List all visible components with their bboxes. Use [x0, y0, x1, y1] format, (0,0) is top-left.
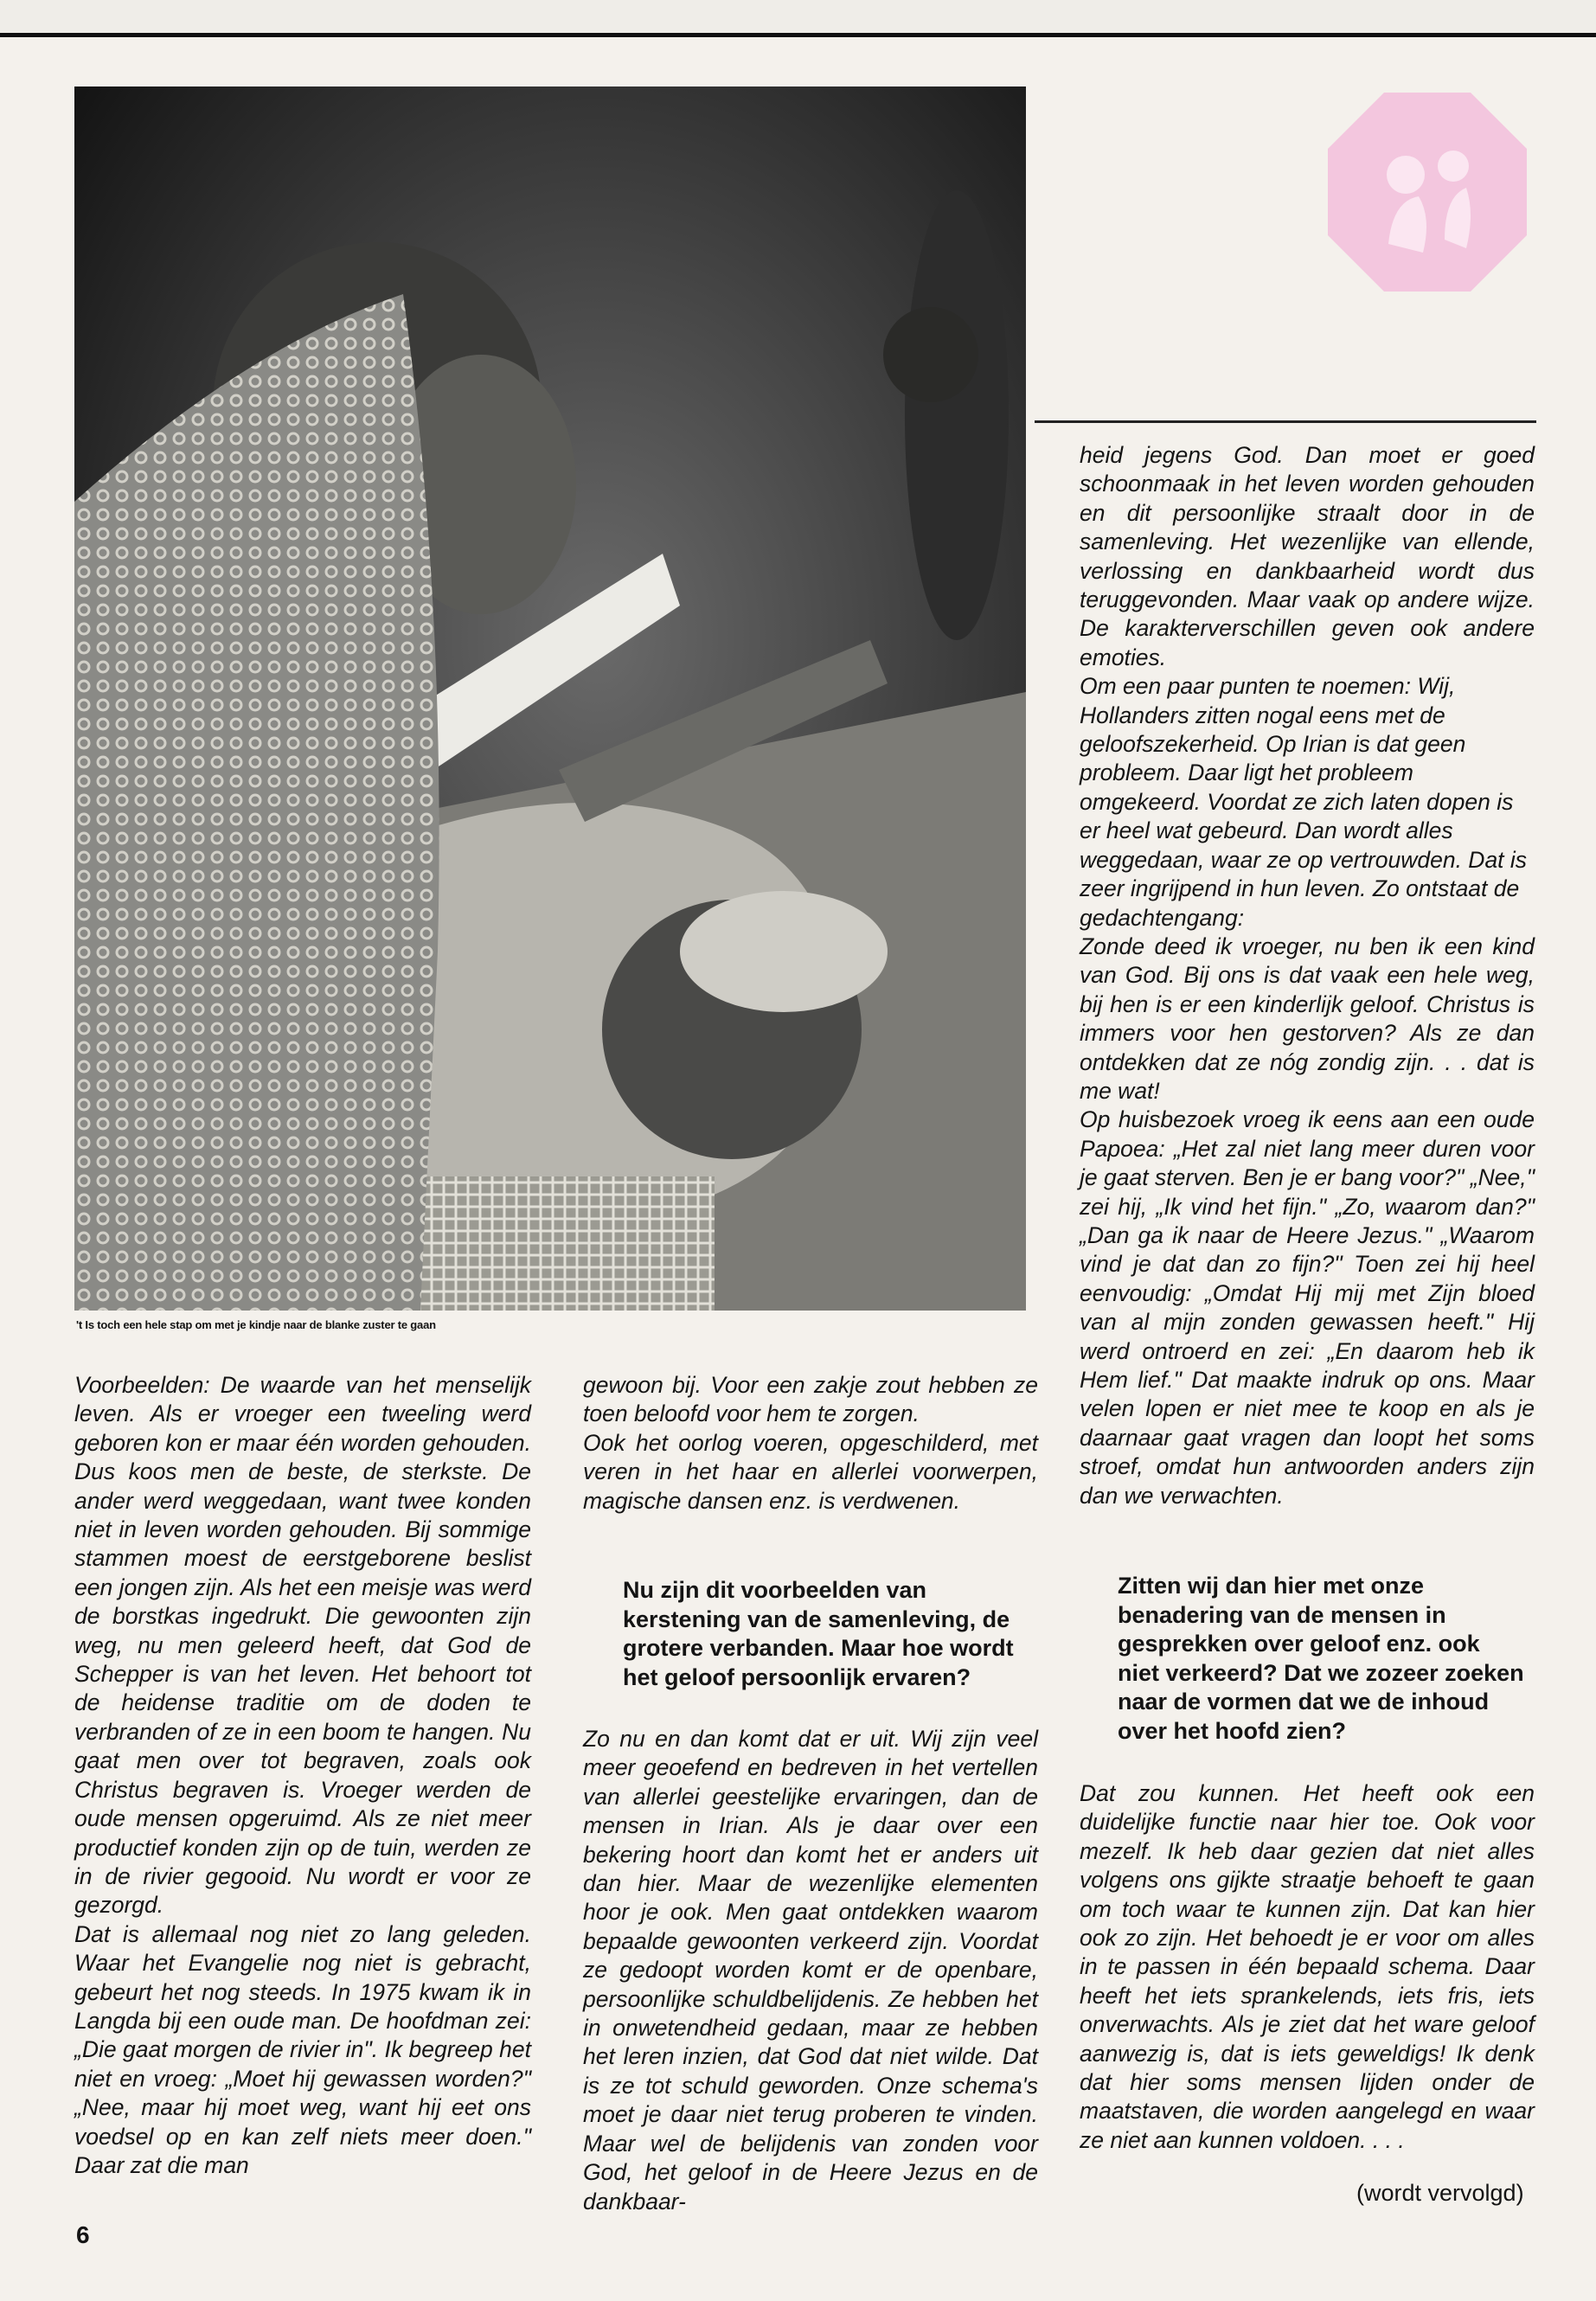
article-column-3-bottom	[1080, 1779, 1535, 2155]
photo-caption: 't Is toch een hele stap om met je kindje naar de blanke zuster te gaan	[76, 1318, 436, 1331]
paragraph: Op huisbezoek vroeg ik eens aan een oude Papoea: „Het zal niet lang meer duren voor je gaat sterven. Ben je er bang voor?" „Nee," zei hij, „Ik vind het fijn." „Zo, waarom dan?" „Dan ga ik naar de Heere Jezus." „Waarom vind je dat dan zo fijn?" Toen zei hij heel eenvoudig: „Omdat Hij mij met Zijn bloed van al mijn zonden gewassen heeft." Hij werd ontroerd en zei: „En daarom heb ik Hem lief." Dat maakte indruk op ons. Maar velen lopen er niet mee te koop en als je daarnaar gaat vragen dan loopt het soms stroef, omdat hun antwoorden anders zijn dan we verwachten.	[1080, 1106, 1535, 1509]
paragraph: Zo nu en dan komt dat er uit. Wij zijn veel meer geoefend en bedreven in het vertellen van allerlei geestelijke ervaringen, dan de mensen in Irian. Als je daar over een bekering hoort dan komt het er anders uit dan hier. Maar de wezenlijke elementen hoor je ook. Men gaat ontdekken waarom bepaalde gewoonten verkeerd zijn. Voordat ze gedoopt worden komt er de openbare, persoonlijke schuldbelijdenis. Ze hebben het in onwetendheid gedaan, maar ze hebben het leren inzien, dat God dat niet wilde. Dat is ze tot schuld geworden. Onze schema's moet je daar niet terug proberen te vinden. Maar wel de belijdenis van zonden voor God, het geloof in de Heere Jezus en de dankbaar-	[583, 1726, 1038, 2214]
photograph	[74, 87, 1026, 1311]
article-column-1	[74, 1371, 531, 2180]
page-number: 6	[76, 2221, 90, 2248]
paragraph: gewoon bij. Voor een zakje zout hebben ze toen beloofd voor hem te zorgen.	[583, 1372, 1038, 1427]
article-column-2-bottom	[583, 1725, 1038, 2216]
interview-question-2: Zitten wij dan hier met onze benadering van de mensen in gesprekken over geloof enz. ook niet verkeerd? Dat we zozeer zoeken naar de vormen dat we de inhoud over het hoofd zien?	[1118, 1573, 1524, 1744]
article-column-2	[583, 1371, 1038, 1516]
paragraph: Om een paar punten te noemen: Wij, Hollanders zitten nogal eens met de geloofszekerheid. Op Irian is dat geen probleem. Daar ligt het probleem omgekeerd. Voordat ze zich laten dopen is er heel wat gebeurd. Dan wordt alles weggedaan, waar ze op vertrouwden. Dat is zeer ingrijpend in hun leven. Zo ontstaat de gedachtengang:	[1080, 673, 1528, 931]
article-column-3-top	[1080, 441, 1535, 1510]
paragraph: Ook het oorlog voeren, opgeschilderd, met veren in het haar en allerlei voorwerpen, magische dansen enz. is verdwenen.	[583, 1429, 1038, 1514]
continued-note: (wordt vervolgd)	[1356, 2180, 1524, 2206]
paragraph: Dat zou kunnen. Het heeft ook een duidelijke functie naar hier toe. Ook voor mezelf. Ik heb daar gezien dat niet alles volgens ons gijkte straatje behoeft te gaan om toch waar te kunnen zijn. Dat kan hier ook zo zijn. Het behoedt je er voor om alles in te passen in één bepaald schema. Daar heeft het iets sprankelends, iets fris, iets onverwachts. Als je ziet dat het ware geloof aanwezig is, dat is iets geweldigs! Ik denk dat hier soms mensen lijden onder de maatstaven, die worden aangelegd en waar ze niet aan kunnen voldoen. . . .	[1080, 1780, 1535, 2153]
paragraph: heid jegens God. Dan moet er goed schoonmaak in het leven worden gehouden en dit persoonlijke straalt door in de samenleving. Het wezenlijke van ellende, verlossing en dankbaarheid wordt dus teruggevonden. Maar vaak op andere wijze. De karakterverschillen geven ook andere emoties.	[1080, 442, 1535, 670]
paragraph: Voorbeelden: De waarde van het menselijk leven. Als er vroeger een tweeling werd geboren kon er maar één worden gehouden. Dus koos men de beste, de sterkste. De ander werd weggedaan, want twee konden niet in leven worden gehouden. Bij sommige stammen moest de eerstgeborene beslist een jongen zijn. Als het een meisje was werd de borstkas ingedrukt. Die gewoonten zijn weg, nu men geleerd heeft, dat God de Schepper is van het leven. Het behoort tot de heidense traditie om de doden te verbranden of ze in een boom te hangen. Nu gaat men over tot begraven, zoals ook Christus begraven is. Vroeger werden de oude mensen opgeruimd. Als ze niet meer productief konden zijn op de tuin, werden ze in de rivier gegooid. Nu wordt er voor ze gezorgd.	[74, 1372, 531, 1919]
paragraph: Dat is allemaal nog niet zo lang geleden. Waar het Evangelie nog niet is gebracht, gebeurt het nog steeds. In 1975 kwam ik in Langda bij een oude man. De hoofdman zei: „Die gaat morgen de rivier in". Ik begreep het niet en vroeg: „Moet hij gewassen worden?" „Nee, maar hij moet weg, want hij eet ons voedsel op en kan zelf niets meer doen." Daar zat die man	[74, 1920, 531, 2178]
column-rule	[1035, 420, 1536, 423]
logo-icon	[1324, 88, 1531, 296]
top-border	[0, 0, 1596, 37]
photo-illustration	[74, 87, 1026, 1311]
interview-question-1: Nu zijn dit voorbeelden van kerstening van de samenleving, de grotere verbanden. Maar hoe wordt het geloof persoonlijk ervaren?	[623, 1577, 1014, 1690]
paragraph: Zonde deed ik vroeger, nu ben ik een kind van God. Bij ons is dat vaak een hele weg, bij hen is er een kinderlijk geloof. Christus is immers voor hen gestorven? Als ze dan ontdekken dat ze nóg zondig zijn. . . dat is me wat!	[1080, 933, 1535, 1104]
